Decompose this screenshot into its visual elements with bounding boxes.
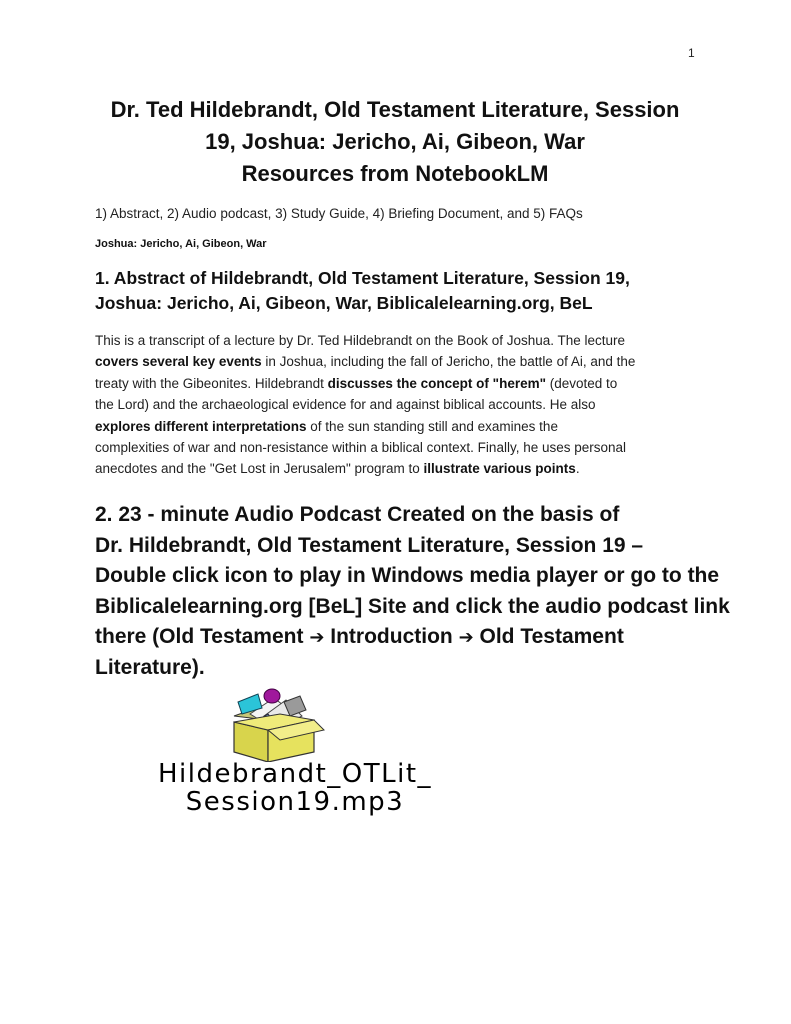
document-title (95, 94, 695, 190)
podcast-heading-line-2: Dr. Hildebrandt, Old Testament Literature, Session 19 – (95, 533, 644, 557)
abstract-line: the Lord) and the archaeological evidence for and against biblical accounts. He also (95, 397, 596, 413)
abstract-heading-line-1: 1. Abstract of Hildebrandt, Old Testament Literature, Session 19, (95, 268, 630, 288)
emphasis: explores different interpretations (95, 418, 307, 434)
abstract-heading (95, 266, 705, 316)
abstract-line: covers several key events in Joshua, including the fall of Jericho, the battle of Ai, and the (95, 354, 636, 370)
emphasis: discusses the concept of "herem" (327, 375, 546, 391)
podcast-heading-line-4: Biblicalelearning.org [BeL] Site and click the audio podcast link (95, 594, 730, 618)
session-subtitle: Joshua: Jericho, Ai, Gibeon, War (95, 238, 267, 250)
resource-list: 1) Abstract, 2) Audio podcast, 3) Study Guide, 4) Briefing Document, and 5) FAQs (95, 206, 583, 221)
emphasis: covers several key events (95, 354, 262, 370)
abstract-paragraph (95, 330, 705, 480)
abstract-line: treaty with the Gibeonites. Hildebrandt discusses the concept of "herem" (devoted to (95, 375, 618, 391)
audio-file-label-line-1: Hildebrandt_OTLit_ (157, 759, 433, 789)
abstract-line: This is a transcript of a lecture by Dr. Ted Hildebrandt on the Book of Joshua. The lecture (95, 333, 626, 348)
podcast-heading-line-5: there (Old Testament ➔ Introduction ➔ Old Testament (95, 625, 624, 648)
title-line-3: Resources from NotebookLM (241, 161, 549, 186)
abstract-line: complexities of war and non-resistance within a biblical context. Finally, he uses personal (95, 440, 627, 456)
audio-file-label-line-2: Session19.mp3 (185, 787, 405, 817)
media-package-icon[interactable] (228, 686, 340, 762)
page-number: 1 (688, 46, 695, 60)
emphasis: illustrate various points (423, 461, 576, 477)
podcast-heading (95, 500, 730, 683)
abstract-line: anecdotes and the "Get Lost in Jerusalem" program to illustrate various points. (95, 461, 580, 477)
abstract-heading-line-2: Joshua: Jericho, Ai, Gibeon, War, Biblicalelearning.org, BeL (95, 293, 593, 313)
title-line-1: Dr. Ted Hildebrandt, Old Testament Literature, Session (110, 97, 680, 122)
arrow-right-icon: ➔ (458, 627, 474, 647)
podcast-heading-line-3: Double click icon to play in Windows media player or go to the (95, 564, 720, 587)
abstract-line: explores different interpretations of the sun standing still and examines the (95, 418, 558, 434)
podcast-heading-line-6: Literature). (95, 655, 205, 679)
audio-file-label[interactable] (95, 760, 495, 816)
title-line-2: 19, Joshua: Jericho, Ai, Gibeon, War (205, 129, 585, 154)
podcast-heading-line-1: 2. 23 - minute Audio Podcast Created on the basis of (95, 503, 620, 526)
arrow-right-icon: ➔ (309, 627, 325, 647)
